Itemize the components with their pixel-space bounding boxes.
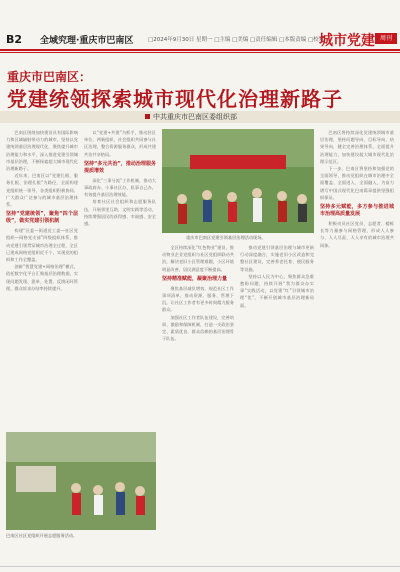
article-title: 党建统领探索城市现代化治理新路子	[7, 87, 343, 111]
photo-2-image	[6, 432, 156, 530]
article-kicker: 重庆市巴南区：	[7, 70, 92, 84]
paragraph: 下一步，巴南区将坚持和加强党的全面领导，推动党组织在城市治理中全面覆盖、全面进入、全面融入，为奋力谱写中国式现代化巴南篇章提供坚强组织保证。	[320, 166, 394, 200]
section-subhead: 坚持“党建统领”，聚焦“四个层级”，做实党建引领机制	[6, 211, 78, 225]
masthead-badge: 周刊	[375, 33, 397, 44]
paragraph: 近年来，巴南区以“党建扎根、服务扎根、治理扎根”为路径，全面构建党组织统一领导、各类组织积极协同、广大群众广泛参与的城市基层治理体系。	[6, 173, 78, 208]
paragraph: 加强社区工作者队伍建设，完善培训、激励和保障机制，打造一支政治坚定、素质优良、群众信赖的基层治理骨干队伍。	[162, 314, 234, 342]
article-photo-2	[6, 432, 156, 530]
paragraph: 全区持续深化“红色物业”建设，推动物业企业党组织与社区党组织联动共治，解决老旧小区管理难题，小区环境明显改善，居民满意度不断提高。	[162, 245, 234, 272]
photo-2-caption: 巴南区社区党组织开展志愿服务活动。	[6, 533, 78, 538]
article-byline: 中共重庆市巴南区委组织部	[153, 113, 237, 121]
masthead-title: 城市党建	[319, 33, 375, 49]
paragraph: 培育社区社会组织和志愿服务队伍，开展邻里互助、文明实践等活动，持续增强居民的获得感、幸福感、安全感。	[84, 199, 156, 227]
byline-marker	[145, 114, 150, 119]
dateline: □2024年9月30日 星期一 □主编 □美编 □责任编辑 □本版责编 □校对	[148, 37, 325, 43]
section-subhead: 坚持“多元共治”，推动治理服务提质增效	[84, 160, 156, 174]
footer-rule	[0, 566, 400, 567]
paragraph: 推动党建引领基层治理与城市更新行动深度融合，实施老旧小区改造和完整社区建设，完善养老托育、便民服务等设施。	[240, 245, 314, 272]
paragraph: 以“党建+共建”为抓手，推动驻区单位、两新组织、社会组织共同参与社区治理，整合资源服务群众，形成共建共治共享格局。	[84, 130, 156, 157]
article-column-1	[6, 129, 78, 429]
article-column-3	[162, 244, 234, 561]
page-number: B2	[6, 33, 23, 46]
paragraph: 深化“三事分流”工作机制，推动大事政府办、小事社区办、私事自己办，有效提升基层治理效能。	[84, 177, 156, 198]
page-header	[0, 0, 400, 49]
photo-1-caption: 重庆市巴南区党建引领基层治理活动现场。	[186, 235, 266, 240]
paragraph: 创新“智慧党建+网格治理”模式，依托数字化平台汇聚基层治理数据，实现问题发现、派单、处置、反馈闭环管理，群众诉求办结率持续提升。	[6, 264, 78, 291]
header-rule	[0, 49, 400, 51]
paragraph: 巴南区围绕加快建设具有国际影响力和区域辐射带动力的城市，坚持以党建统领基层治理现代化，聚焦提升城市治理能力和水平，深入推进党建引领城市基层治理，不断探索超大城市现代化治理新路子。	[6, 130, 78, 172]
section-subhead: 坚持精准赋能，凝聚治理力量	[162, 275, 228, 282]
article-column-4	[240, 244, 314, 561]
header-thin-rule	[0, 52, 400, 53]
article-photo-1	[162, 129, 314, 233]
paragraph: 坚持以人民为中心，聚焦群众急难愁盼问题，持续开展“我为群众办实事”实践活动，以党建“红”引领城市治理“优”，不断开创城市基层治理新局面。	[240, 273, 314, 308]
paragraph: 聚焦基层减负增效，规范社区工作事项清单，推动资源、服务、管理下沉，让社区工作者有更多时间精力服务群众。	[162, 285, 234, 313]
article-column-5	[320, 129, 394, 561]
article-column-2	[84, 129, 156, 429]
paragraph: 积极动员社区党员、志愿者、楼栋长等力量参与网格管理，形成人人参与、人人尽责、人人享有的城市治理共同体。	[320, 221, 394, 248]
paragraph: 构建“区委—街道党工委—社区党组织—网格党支部”四级组织体系，推动党建引领贯穿城市治理全过程，全区已建成网格党组织近千个，实现党的组织和工作全覆盖。	[6, 228, 78, 263]
paragraph: 巴南区将持续深化党建统领城市基层治理，坚持问题导向、目标导向、结果导向，健全完善治理体系，全面提升治理能力，加快建设超大城市现代化治理示范区。	[320, 130, 394, 164]
section-subhead: 坚持多元赋能，多方参与推进城市治理高质量发展	[320, 204, 394, 218]
edition-name: 全域究理·重庆市巴南区	[40, 36, 134, 46]
photo-1-image	[162, 129, 314, 233]
